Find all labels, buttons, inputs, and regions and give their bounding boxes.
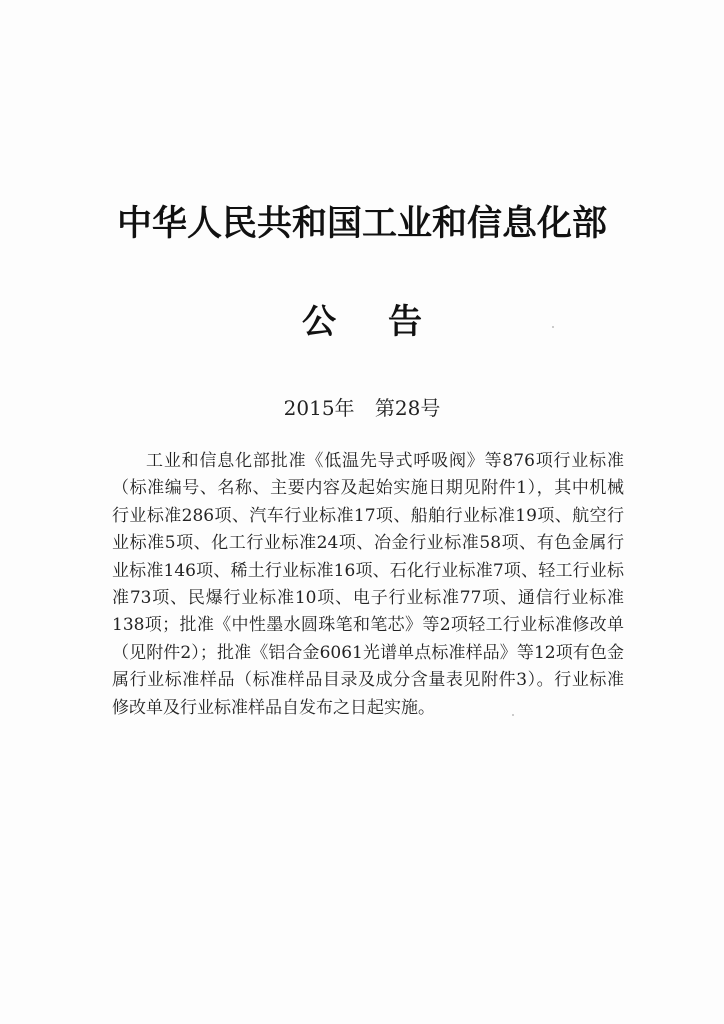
document-number: 2015年 第28号 [283, 396, 441, 420]
scan-speck [512, 714, 514, 716]
announcement-body: 工业和信息化部批准《低温先导式呼吸阀》等876项行业标准（标准编号、名称、主要内容及起始实施日期见附件1），其中机械行业标准286项、汽车行业标准17项、船舶行业标准19项、航空行业标准5项、化工行业标准24项、冶金行业标准58项、有色金属行业标准146项、稀土行业标准16项、石化行业标准7项、轻工行业标准73项、民爆行业标准10项、电子行业标准77项、通信行业标准138项；批准《中性墨水圆珠笔和笔芯》等2项轻工行业标准修改单（见附件2）；批准《铝合金6061光谱单点标准样品》等12项有色金属行业标准样品（标准样品目录及成分含量表见附件3）。行业标准修改单及行业标准样品自发布之日起实施。 [112, 451, 624, 718]
issuing-authority-title: 中华人民共和国工业和信息化部 [116, 204, 607, 244]
scan-speck [552, 326, 554, 328]
document-type-heading: 公告 [302, 302, 474, 342]
